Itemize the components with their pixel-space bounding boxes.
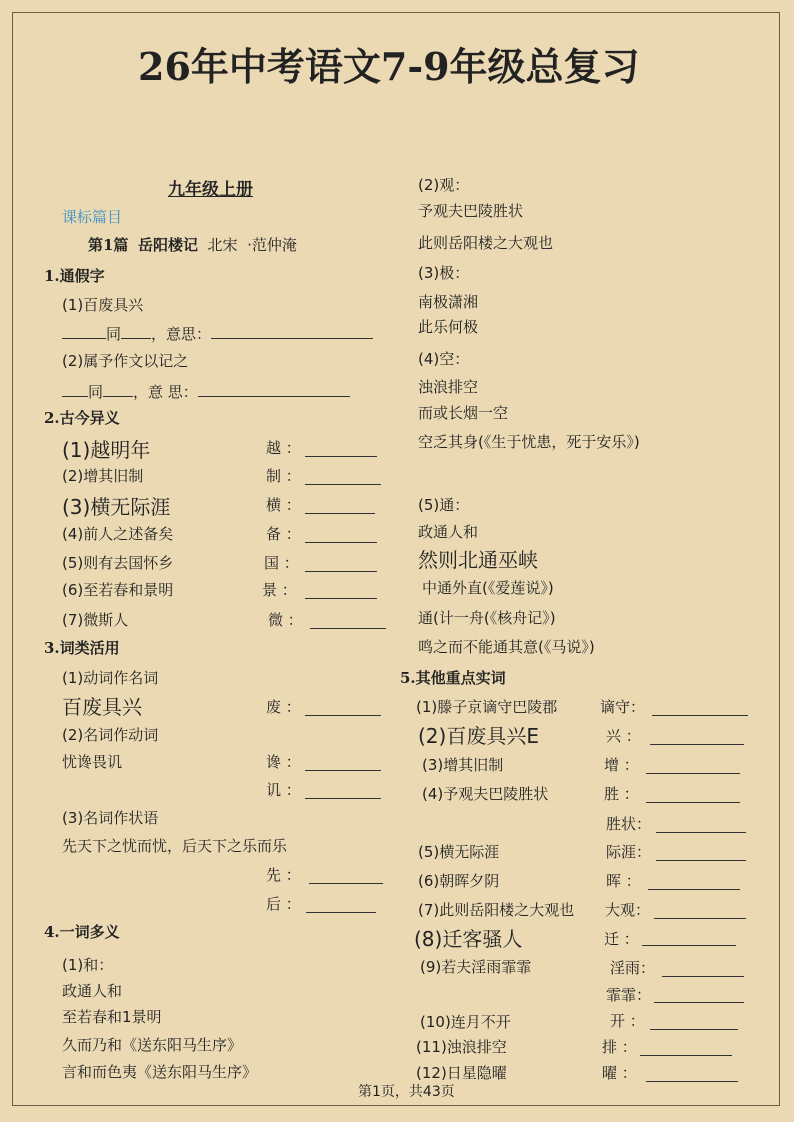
s5-char: 曜 ： <box>602 1064 637 1082</box>
lesson-author: ·范仲淹 <box>247 236 297 254</box>
s2-char: 制 ： <box>266 467 301 485</box>
course-tag: 课标篇目 <box>62 208 123 226</box>
answer-blank[interactable] <box>309 883 383 884</box>
lesson-number: 第1篇 <box>88 236 129 254</box>
s3-char: 后 ： <box>266 895 301 913</box>
s2-phrase: (7)微斯人 <box>62 611 129 629</box>
s5-char: 淫雨： <box>610 959 656 977</box>
guan-line: 予观夫巴陵胜状 <box>418 202 524 220</box>
s5-phrase: (4)予观夫巴陵胜状 <box>422 785 549 803</box>
grade-heading: 九年级上册 <box>168 180 253 200</box>
kong-label: (4)空： <box>418 350 470 368</box>
answer-blank[interactable] <box>305 598 377 599</box>
s5-char: 晖 ： <box>606 872 641 890</box>
answer-blank[interactable] <box>305 542 377 543</box>
answer-blank[interactable] <box>305 571 377 572</box>
lesson-line <box>88 235 297 255</box>
s2-char: 备 ： <box>266 525 301 543</box>
s5-char: 迁 ： <box>604 930 639 948</box>
s3-example2: 忧谗畏讥 <box>62 753 123 771</box>
blank[interactable] <box>103 382 133 397</box>
s5-phrase: (2)百废具兴E <box>418 724 539 748</box>
s4-line: 久而乃和《送东阳马生序》 <box>62 1036 243 1054</box>
s2-phrase: (2)增其旧制 <box>62 467 144 485</box>
s2-char: 国 ： <box>264 554 299 572</box>
s5-char: 霏霏： <box>606 986 652 1004</box>
blank[interactable] <box>121 324 151 339</box>
s5-phrase: (11)浊浪排空 <box>416 1038 507 1056</box>
answer-blank[interactable] <box>642 945 736 946</box>
meaning-label: ，意思： <box>151 325 212 343</box>
answer-blank[interactable] <box>305 456 377 457</box>
s3-char: 废 ： <box>266 698 301 716</box>
kong-line: 空乏其身(《生于忧患，死于安乐》) <box>418 433 640 451</box>
s5-phrase: (8)迁客骚人 <box>414 927 523 951</box>
section4-heading: 4.一词多义 <box>44 923 120 941</box>
blank[interactable] <box>198 382 350 397</box>
s2-phrase: (1)越明年 <box>62 438 151 462</box>
answer-blank[interactable] <box>646 1081 738 1082</box>
answer-blank[interactable] <box>306 912 376 913</box>
guan-label: (2)观： <box>418 176 470 194</box>
page-title: 26年中考语文7-9年级总复习 <box>138 44 640 89</box>
ji-line: 南极潇湘 <box>418 293 479 311</box>
answer-blank[interactable] <box>650 744 744 745</box>
s5-phrase: (12)日星隐曜 <box>416 1064 507 1082</box>
answer-blank[interactable] <box>305 798 381 799</box>
s1-item1-fill <box>62 324 373 344</box>
s5-phrase: (3)增其旧制 <box>422 756 504 774</box>
s5-phrase: (9)若夫淫雨霏霏 <box>420 958 532 976</box>
answer-blank[interactable] <box>646 802 740 803</box>
blank[interactable] <box>62 382 88 397</box>
answer-blank[interactable] <box>656 860 746 861</box>
s2-char: 横 ： <box>266 496 301 514</box>
s2-char: 微 ： <box>268 611 303 629</box>
s4-sub: (1)和： <box>62 956 114 974</box>
section5-heading: 5.其他重点实词 <box>400 669 506 687</box>
s5-char: 排 ： <box>602 1038 637 1056</box>
answer-blank[interactable] <box>646 773 740 774</box>
answer-blank[interactable] <box>640 1055 732 1056</box>
s2-phrase: (3)横无际涯 <box>62 495 171 519</box>
s3-sub3: (3)名词作状语 <box>62 809 159 827</box>
s5-char: 谪守： <box>600 698 646 716</box>
kong-line: 浊浪排空 <box>418 378 479 396</box>
meaning-label: ，意 思： <box>133 383 198 401</box>
tong-line: 然则北通巫峡 <box>418 548 538 572</box>
blank[interactable] <box>211 324 373 339</box>
s2-phrase: (5)则有去国怀乡 <box>62 554 174 572</box>
answer-blank[interactable] <box>654 918 746 919</box>
s5-phrase: (5)横无际涯 <box>418 843 500 861</box>
s5-char: 大观： <box>605 901 651 919</box>
s5-char: 际涯： <box>606 843 652 861</box>
answer-blank[interactable] <box>662 976 744 977</box>
s5-char: 增 ： <box>604 756 639 774</box>
s3-char: 先 ： <box>266 866 301 884</box>
blank[interactable] <box>62 324 106 339</box>
s3-example1: 百废具兴 <box>62 695 142 719</box>
s1-item2-fill <box>62 382 350 402</box>
kong-line: 而或长烟一空 <box>418 404 509 422</box>
s2-char: 景 ： <box>262 581 297 599</box>
same-label: 同 <box>106 325 122 343</box>
tong-line: 政通人和 <box>418 523 479 541</box>
answer-blank[interactable] <box>305 715 381 716</box>
s2-char: 越 ： <box>266 439 301 457</box>
answer-blank[interactable] <box>654 1002 744 1003</box>
tong-line: 通(计一舟(《核舟记》) <box>418 609 556 627</box>
s2-phrase: (4)前人之述备矣 <box>62 525 174 543</box>
answer-blank[interactable] <box>652 715 748 716</box>
s4-line: 言和而色夷《送东阳马生序》 <box>62 1063 258 1081</box>
answer-blank[interactable] <box>648 889 740 890</box>
s5-char: 兴 ： <box>606 727 641 745</box>
answer-blank[interactable] <box>650 1029 738 1030</box>
answer-blank[interactable] <box>310 628 386 629</box>
s1-item2: (2)属予作文以记之 <box>62 352 189 370</box>
section3-heading: 3.词类活用 <box>44 639 120 657</box>
s3-char: 谗 ： <box>266 753 301 771</box>
s3-char: 讥 ： <box>266 781 301 799</box>
answer-blank[interactable] <box>656 832 746 833</box>
s4-line: 政通人和 <box>62 982 123 1000</box>
lesson-dynasty: 北宋 <box>207 236 238 254</box>
s3-example3: 先天下之忧而忧，后天下之乐而乐 <box>62 837 288 855</box>
s5-char: 开 ： <box>610 1012 645 1030</box>
s5-phrase: (10)连月不开 <box>420 1013 511 1031</box>
s1-item1: (1)百废具兴 <box>62 296 144 314</box>
ji-label: (3)极： <box>418 264 470 282</box>
s3-sub1: (1)动词作名词 <box>62 669 159 687</box>
lesson-name: 岳阳楼记 <box>137 236 198 254</box>
answer-blank[interactable] <box>305 484 381 485</box>
answer-blank[interactable] <box>305 513 375 514</box>
s5-char: 胜 ： <box>604 785 639 803</box>
s5-phrase: (7)此则岳阳楼之大观也 <box>418 901 575 919</box>
tong-line: 鸣之而不能通其意(《马说》) <box>418 638 595 656</box>
answer-blank[interactable] <box>305 770 381 771</box>
s4-line: 至若春和1景明 <box>62 1008 162 1026</box>
guan-line: 此则岳阳楼之大观也 <box>418 234 554 252</box>
s5-phrase: (6)朝晖夕阴 <box>418 872 500 890</box>
ji-line: 此乐何极 <box>418 318 479 336</box>
tong-line: 中通外直(《爱莲说》) <box>422 579 554 597</box>
section2-heading: 2.古今异义 <box>44 409 120 427</box>
tong-label: (5)通： <box>418 496 470 514</box>
section1-heading: 1.通假字 <box>44 267 105 285</box>
same-label: 同 <box>88 383 104 401</box>
s2-phrase: (6)至若春和景明 <box>62 581 174 599</box>
s5-phrase: (1)滕子京谪守巴陵郡 <box>416 698 558 716</box>
page-footer: 第1页，共43页 <box>358 1084 455 1100</box>
s5-char: 胜状： <box>606 815 652 833</box>
s3-sub2: (2)名词作动词 <box>62 726 159 744</box>
